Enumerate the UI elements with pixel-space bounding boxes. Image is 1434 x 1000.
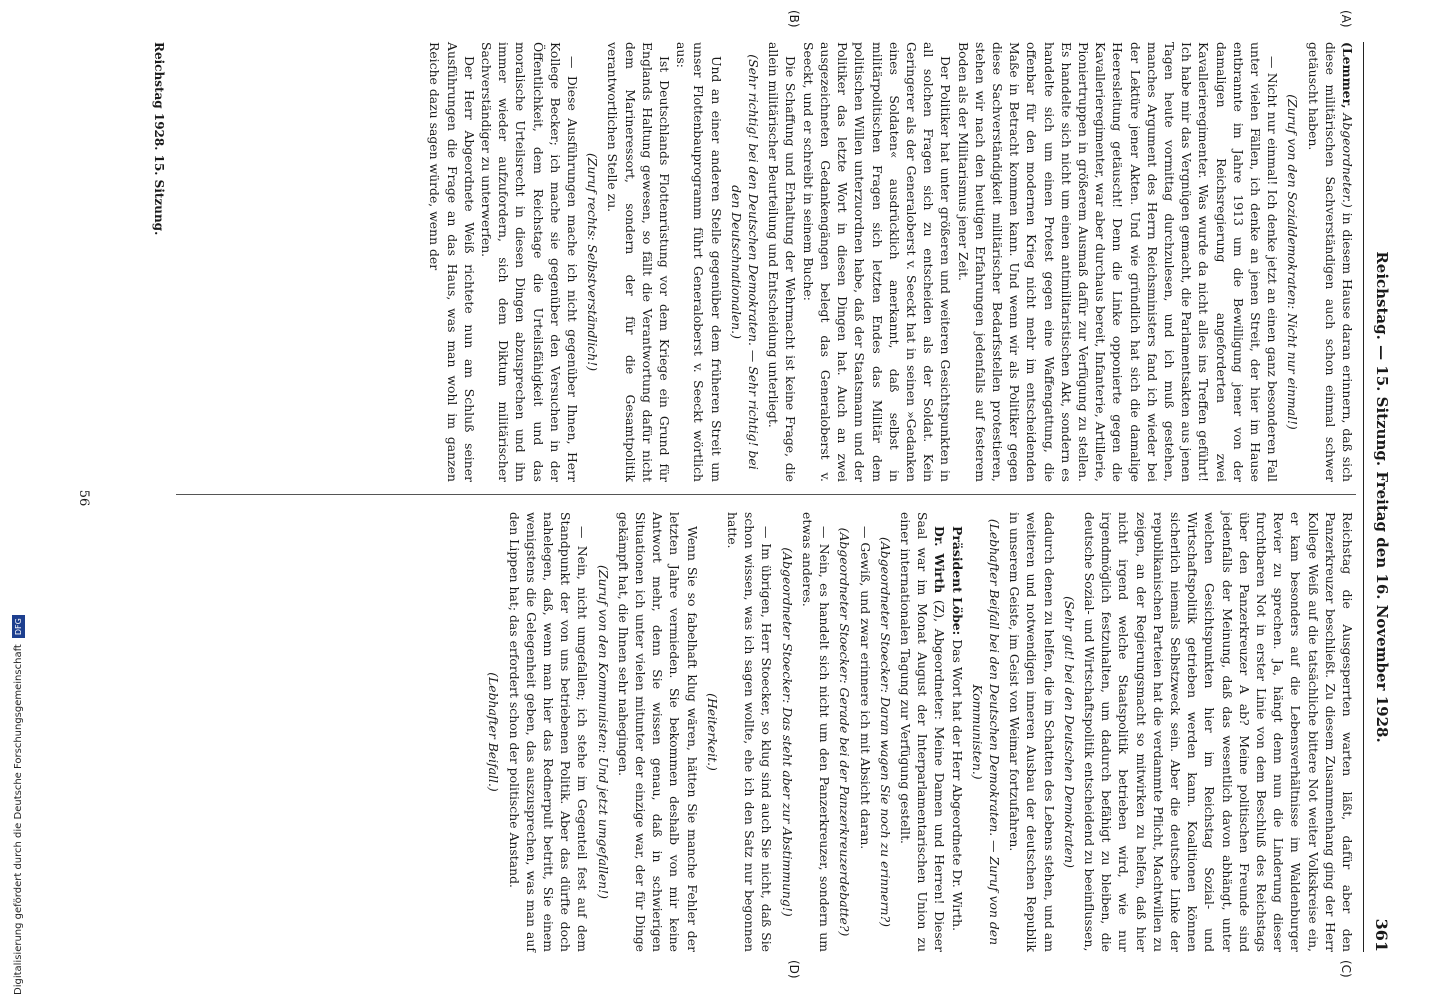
document-page	[22, 8, 1412, 988]
interjection: (Abgeordneter Stoecker: Gerade bei der Panzerkreuzerdebatte?)	[837, 527, 853, 937]
paragraph: — Nein, es handelt sich nicht um den Panzerkreuzer, sondern um etwas anderes.	[799, 512, 833, 952]
left-column	[426, 42, 1356, 482]
paragraph-text: (Z), Abgeordneter: Meine Damen und Herren! Dieser Saal war im Monat August der Interparlamentarischen Union zu einer internationalen Tagung zur Verfügung gestellt.	[897, 512, 948, 952]
paragraph	[1304, 42, 1356, 482]
interjection: (Lebhafter Beifall bei den Deutschen Demokraten. — Zuruf von den Kommunisten.)	[969, 518, 1002, 946]
margin-marker-b: (B)	[787, 10, 801, 28]
paragraph: Der Politiker hat unter größeren und weiteren Gesichtspunkten in all solchen Fragen sich zu entscheiden als der Soldat. Kein Geringerer als der Generaloberst v. Seeckt hat in seinen »Gedanken eines Soldaten« ausdrücklich anerkannt, daß selbst in militärpolitischen Fragen sich letzten Endes das Militär dem politischen Willen unterzuordnen habe, daß der Staatsmann und der Politiker das letzte Wort in diesen Dingen hat. Auch an zwei ausgezeichneten Gedankengängen belegt das Generaloberst v. Seeckt, und er schreibt in seinem Buche:	[800, 42, 954, 482]
header-rule	[1363, 42, 1364, 952]
footer-session-label: Reichstag 1928. 15. Sitzung.	[152, 42, 166, 236]
paragraph: Reichstag die Ausgesperrten warten läßt, dafür aber den Panzerkreuzer beschließt. Zu diesem Zusammenhang ging der Herr Kollege Weiß auf die tatsächliche bittere Not weiter Volkskreise ein, er kam besonders auf die Lebensverhältnisse im Waldenburger Revier zu sprechen. Ja, hängt denn nun die Linderung dieser furchtbaren Not in erster Linie von dem Beschluß des Reichstags über den Panzerkreuzer A ab? Meine politischen Freunde sind jedenfalls der Meinung, daß das wesentlich davon abhängt, unter welchen Gesichtspunkten hier im Reichstag Sozial- und Wirtschaftspolitik getrieben werden kann. Koalitionen können sicherlich niemals Selbstzweck sein. Aber die deutsche Linke der republikanischen Parteien hat die verdammte Pflicht, Machtwillen zu zeigen, an der Regierungsmacht so mitwirken zu helfen, daß hier nicht irgend welche Staatspolitik betrieben wird, wie nur irgendmöglich festzuhalten, um dadurch befähigt zu bleiben, die deutsche Sozial- und Wirtschaftspolitik entscheidend zu beeinflussen,	[1081, 512, 1355, 952]
dfg-logo-icon: DFG	[12, 615, 25, 638]
paragraph: Wenn Sie so fabelhaft klug wären, hätten Sie manche Fehler der letzten Jahre vermieden. Sie bekommen deshalb von mir keine Antwort mehr, denn Sie wissen genau, daß in schwierigen Situationen ich unter vielen mitunter der einzige war, der für Dinge gekämpft hat, die Ihnen sehr nahegingen.	[615, 512, 700, 952]
interjection: (Heiterkeit.)	[704, 693, 720, 771]
paragraph: Der Herr Abgeordnete Weiß richtete nun am Schluß seiner Ausführungen die Frage an das Haus, was man wohl im ganzen Reiche dazu sagen würde, wenn der	[427, 42, 477, 482]
paragraph: — Nein, nicht umgefallen; ich stehe im Gegenteil fest auf dem Standpunkt der von uns betriebenen Politik. Aber das dürfte doch nahelegen, daß, wenn man hier das Rednerpult betritt, Sie einem wenigstens die Gelegenheit geben, das auszusprechen, was man auf den Lippen hat; das erfordert schon der politische Anstand.	[506, 512, 591, 952]
right-column	[482, 512, 1356, 952]
interjection: (Abgeordneter Stoecker: Das steht aber zur Abstimmung!)	[779, 547, 795, 917]
quotation: Ist Deutschlands Flottenrüstung vor dem Kriege ein Grund für Englands Haltung gewesen, so fällt die Verantwortung dafür nicht dem Marineressort, sondern der für die Gesamtpolitik verantwortlichen Stelle zu.	[605, 42, 673, 482]
footer-page-number: 56	[76, 489, 91, 507]
speaker-name: Dr. Wirth	[932, 526, 948, 594]
speaker-name: (Lemmer,	[1340, 42, 1355, 109]
paragraph: — Diese Ausführungen mache ich nicht gegenüber Ihnen, Herr Kollege Becker; ich mache sie gegenüber den Versuchen in der Öffentlichkeit, dem Reichstage die Urteilsfähigkeit und das moralische Urteilsrecht in diesen Dingen abzusprechen und ihn immer wieder aufzufordern, sich dem Diktum militärischer Sachverständiger zu unterwerfen.	[479, 42, 581, 482]
interjection: (Abgeordneter Stoecker: Daran wagen Sie noch zu erinnern?)	[877, 537, 893, 927]
column-divider	[176, 494, 1356, 495]
page-title: Reichstag. — 15. Sitzung. Freitag den 16. November 1928.	[1373, 251, 1391, 743]
margin-marker-c: (C)	[1339, 960, 1353, 978]
interjection: (Sehr gut! bei den Deutschen Demokraten)	[1061, 596, 1077, 868]
interjection: (Zuruf von den Kommunisten: Und jetzt umgefallen!)	[595, 565, 611, 899]
paragraph: — Gewiß, und zwar erinnere ich mit Absicht daran.	[857, 526, 873, 850]
interjection: (Zuruf rechts: Selbstverständlich!)	[585, 152, 601, 372]
paragraph: dadurch denen zu helfen, die im Schatten des Lebens stehen, und am weiteren und notwendigen inneren Ausbau der deutschen Republik in unserem Geiste, im Geist von Weimar fortzufahren.	[1007, 512, 1057, 952]
speaker-role: Abgeordneter.)	[1340, 113, 1355, 208]
margin-marker-d: (D)	[787, 960, 801, 979]
page-number: 361	[1372, 918, 1391, 952]
paragraph: — Nicht nur einmal! Ich denke jetzt an einen ganz besonderen Fall unter vielen Fällen, ich denke an jenen Streit, der hier im Hause entbrannte im Jahre 1913 um die Bewilligung jener von der damaligen Reichsregierung angeforderten zwei Kavallerieregimenter. Was wurde da nicht alles ins Treffen geführt! Ich habe mir das Vergnügen gemacht, die Parlamentsakten aus jenen Tagen heute vormittag durchzulesen, und ich muß gestehen, manches Argument des Herrn Reichsministers fand ich wieder bei der Lektüre jener Akten. Und wie gründlich hat sich die damalige Heeresleitung getäuscht! Denn die Linke opponierte gegen die Kavallerieregimenter, war aber durchaus bereit, Infanterie, Artillerie, Pioniertruppen in größerem Ausmaß dafür zur Verfügung zu stellen. Es handelte sich nicht um einen antimilitaristischen Akt, sondern es handelte sich um einen Protest gegen eine Waffengattung, die offenbar für den modernen Krieg nicht mehr im entscheidenden Maße in Betracht kommen kann. Und wenn wir als Politiker gegen diese Sachverständigkeit militärischer Bedarfsstellen protestieren, stehen wir nach den heutigen Erfahrungen jedenfalls auf festerem Boden als der Militarismus jener Zeit.	[955, 42, 1281, 482]
page-header	[1366, 42, 1390, 952]
speaker-name: Präsident Löbe:	[949, 526, 965, 636]
quotation: Die Schaffung und Erhaltung der Wehrmacht ist keine Frage, die allein militärischer Beurteilung und Entscheidung unterliegt.	[766, 42, 799, 482]
margin-marker-a: (A)	[1339, 10, 1353, 28]
paragraph-text: Das Wort hat der Herr Abgeordnete Dr. Wirth.	[949, 639, 965, 932]
paragraph: Und an einer anderen Stelle gegenüber dem früheren Streit um unser Flottenbauprogramm führt Generaloberst v. Seeckt wörtlich aus:	[674, 42, 724, 482]
interjection: (Lebhafter Beifall.)	[486, 672, 502, 792]
paragraph: — Im übrigen, Herr Stoecker, so klug sind auch Sie nicht, daß Sie schon wissen, was ich sagen wollte, ehe ich den Satz nur begonnen hatte.	[725, 512, 775, 952]
credit-text: Digitalisierung gefördert durch die Deutsche Forschungsgemeinschaft	[13, 644, 24, 995]
paragraph	[948, 512, 965, 952]
paragraph	[897, 512, 949, 952]
paragraph-text: in diesem Hause daran erinnern, daß sich diese militärischen Sachverständigen auch schon einmal schwer getäuscht haben.	[1305, 42, 1355, 482]
digitization-credit	[0, 0, 24, 1000]
interjection: (Zuruf von den Sozialdemokraten: Nicht nur einmal!)	[1285, 94, 1301, 430]
interjection: (Sehr richtig! bei den Deutschen Demokraten. — Sehr richtig! bei den Deutschnationalen.)	[728, 54, 762, 470]
